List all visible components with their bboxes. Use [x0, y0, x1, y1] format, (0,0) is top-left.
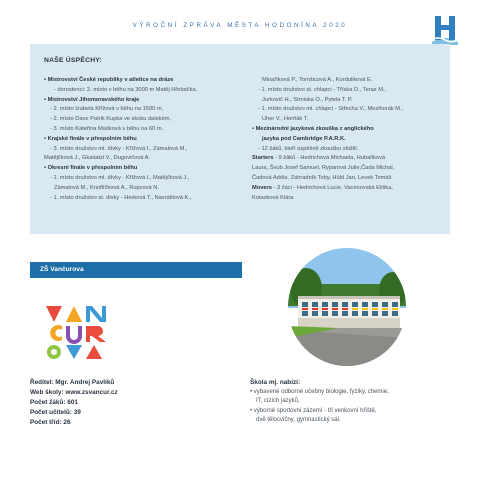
- offer-item: • výborné sportovní zázemí - tři venkovní hřiště,: [250, 407, 377, 414]
- achievement-line: - 2. místo Dave Patrik Kupka ve skoku dalekém,: [50, 116, 172, 123]
- city-logo-icon: [428, 12, 462, 46]
- achievements-left-column: [44, 76, 242, 203]
- building-photo-illustration: [288, 248, 406, 366]
- achievement-line: jazyka pod Cambridge P.A.R.K.: [262, 135, 346, 142]
- director-row: Ředitel: Mgr. Andrej Pavlíků: [30, 379, 115, 386]
- school-building-photo: [288, 248, 406, 366]
- achievement-line: - 1. místo družstvo ml. dívky - Křížová I., Matějčková J.,: [50, 174, 190, 181]
- exam-group-line: Kotasková Klára: [252, 194, 294, 201]
- achievement-line: - 1. místo družstvo st. chlapci - Tříska D., Teraz M.,: [258, 86, 387, 93]
- achievement-line: Uher V., Horňák T.: [262, 116, 309, 123]
- achievement-line: - 3. místo Kateřina Mašková v běhu na 60 m.: [50, 125, 164, 132]
- offer-item-cont: dvě tělocvičny, gymnastický sál.: [256, 417, 341, 424]
- exam-group-line: Movers - 3 žáci - Hedrichová Lucie, Vacenovská Eliška,: [252, 184, 393, 191]
- teachers-row: Počet učitelů: 39: [30, 409, 81, 416]
- director-name: Mgr. Andrej Pavlíků: [55, 379, 115, 386]
- achievement-line: - 1. místo družstvo ml. chlapci - Střecha V., Mezihorák M.,: [258, 106, 404, 113]
- achievement-line: • Mistrovství České republiky v atletice na dráze: [44, 77, 174, 83]
- achievement-line: - 2. místo Izabela Křížová v běhu na 1500 m,: [50, 106, 164, 113]
- achievement-line: Matějčková J., Gkaitatzi V., Dugovičová A.: [44, 155, 151, 162]
- school-logo-icon: [44, 304, 108, 360]
- report-header-title: VÝROČNÍ ZPRÁVA MĚSTA HODONÍNA 2020: [132, 22, 348, 29]
- pupils-row: Počet žáků: 601: [30, 399, 78, 406]
- achievement-line: Minaříková P., Tomšicová A., Korduliková E.: [262, 77, 373, 83]
- achievement-line: • Mistrovství Jihomoravského kraje: [44, 96, 140, 103]
- school-info: [30, 378, 118, 428]
- classes-count: 26: [63, 419, 71, 426]
- pupils-count: 601: [67, 399, 78, 406]
- exam-group-line: Laura, Švub Josef Samuel, Ryparová Julie,Čada Michal,: [252, 165, 395, 172]
- classes-row: Počet tříd: 26: [30, 419, 71, 426]
- exam-group-line: Starters - 9 žáků - Hedrichová Michaela, Hubalíková: [252, 155, 386, 162]
- offers-heading: Škola mj. nabízí:: [250, 379, 301, 386]
- achievements-title: NAŠE ÚSPĚCHY:: [44, 57, 102, 64]
- school-website-link[interactable]: www.zsvancur.cz: [65, 389, 118, 396]
- achievements-right-column: [252, 76, 442, 203]
- offer-item: • vybavené odborné učebny biologie, fyziky, chemie,: [250, 388, 389, 395]
- web-row: Web školy: www.zsvancur.cz: [30, 389, 118, 396]
- achievement-line: • Krajské finále v přespolním běhu: [44, 135, 137, 142]
- achievement-line: - dorostenci: 2. místo v běhu na 3000 m Matěj Hřebačka.: [54, 86, 198, 93]
- exam-level-label: Movers: [252, 184, 272, 191]
- achievement-line: - 3. místo družstvo ml. dívky - Křížová I., Zámalová M.,: [50, 145, 188, 152]
- school-offers: [250, 378, 460, 426]
- school-name-band: [30, 262, 242, 278]
- exam-level-label: Starters: [252, 155, 274, 162]
- exam-group-line: Čadová Adéla, Zahradník Toby, Hübl Jan, Levek Tomáš: [252, 174, 392, 181]
- school-name: ZŠ Vančurova: [40, 266, 84, 273]
- achievement-line: • Okresní finále v přespolním běhu: [44, 165, 138, 172]
- offer-item-cont: IT, cizích jazyků,: [256, 398, 300, 405]
- achievement-line: Zámalová M., Knoflíčková A., Rupcová N.: [54, 184, 159, 191]
- teachers-count: 39: [73, 409, 81, 416]
- achievement-line: Jurkovič H., Strniska O., Pytela T. P.: [262, 96, 353, 103]
- achievement-line: • Mezinárodní jazyková zkouška z anglického: [252, 125, 374, 132]
- achievement-line: - 1. místo družstvo st. dívky - Herková T., Navrátilová K.,: [50, 194, 192, 201]
- achievement-line: - 12 žáků, kteří úspěšně zkoušku složili.: [258, 145, 359, 152]
- achievements-box: [30, 44, 450, 234]
